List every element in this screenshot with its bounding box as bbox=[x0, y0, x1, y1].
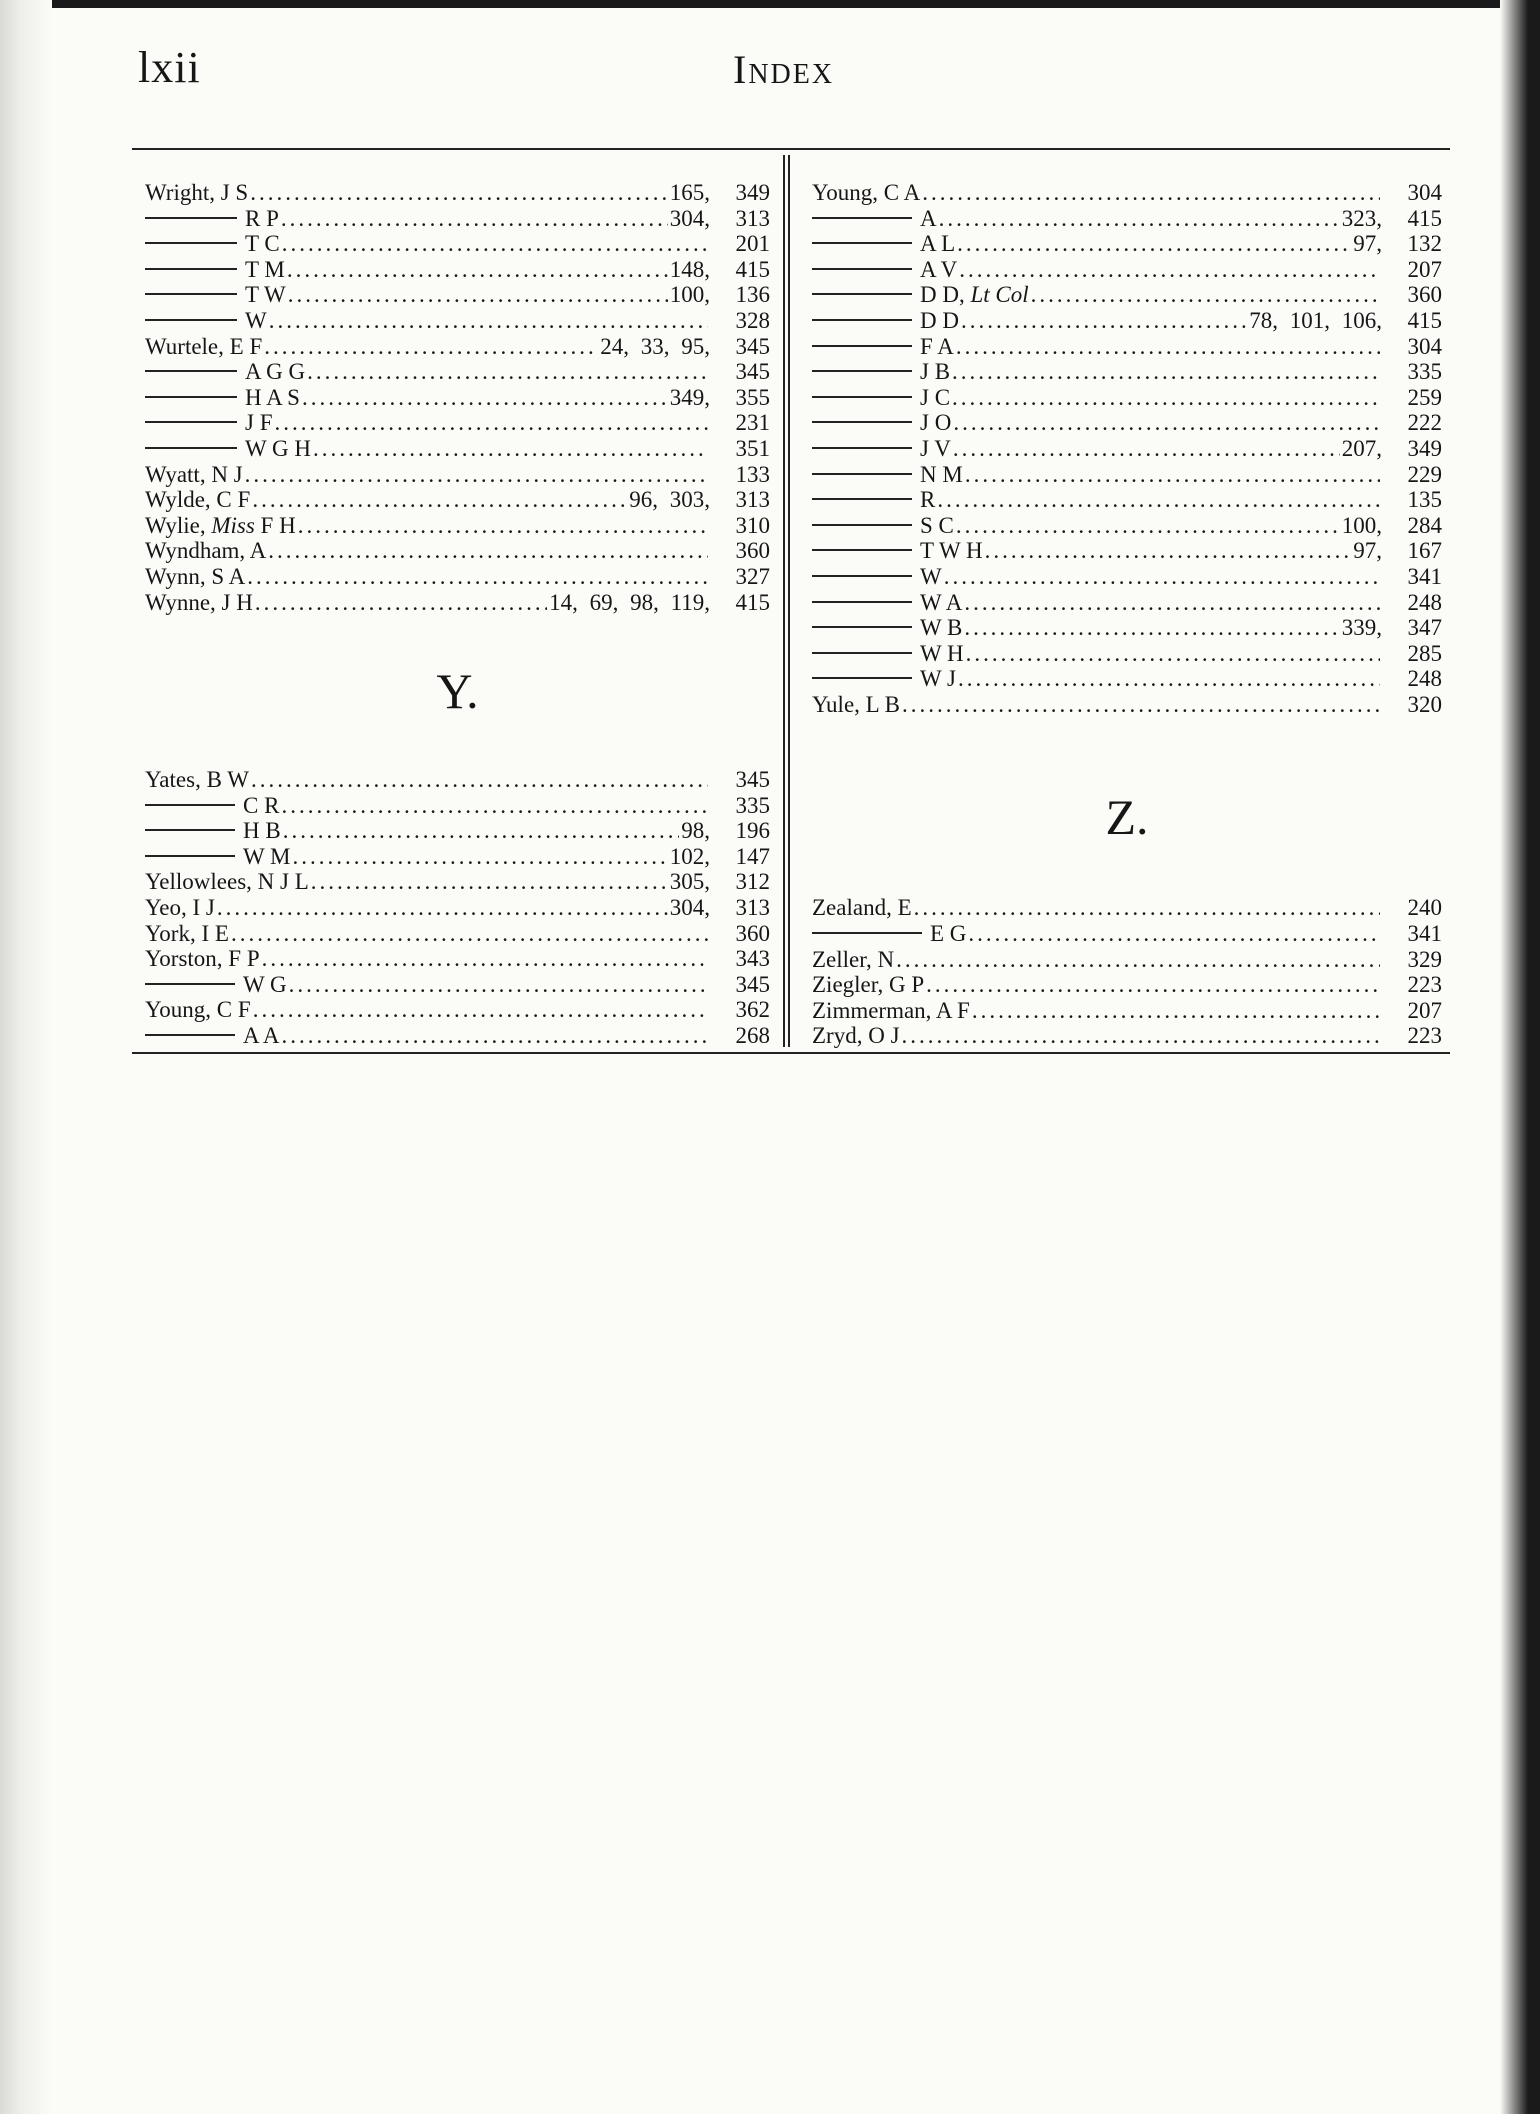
entry-name: C R bbox=[243, 792, 280, 818]
entry-name: Wynn, S A bbox=[145, 563, 246, 589]
entry-name: A L bbox=[920, 231, 956, 257]
entry-references: 207, bbox=[1341, 435, 1382, 461]
entry-name: Ziegler, G P bbox=[812, 972, 925, 998]
column-divider bbox=[783, 155, 790, 1047]
entry-page: 355 bbox=[735, 384, 770, 410]
leader-dots bbox=[245, 462, 708, 488]
ditto-dash bbox=[812, 319, 912, 321]
index-entry bbox=[145, 206, 770, 232]
entry-name: Wyatt, N J bbox=[145, 461, 243, 487]
leader-dots bbox=[914, 895, 1380, 921]
leader-dots bbox=[302, 385, 668, 411]
entry-references: 102, bbox=[669, 843, 710, 869]
index-entry bbox=[145, 180, 770, 206]
left-column bbox=[145, 180, 770, 1049]
entry-page: 231 bbox=[735, 410, 770, 436]
leader-dots bbox=[275, 410, 709, 436]
index-entry bbox=[145, 385, 770, 411]
index-entry bbox=[812, 590, 1442, 616]
index-entry bbox=[812, 257, 1442, 283]
index-entry bbox=[145, 590, 770, 616]
entry-name: T C bbox=[245, 231, 280, 257]
leader-dots bbox=[944, 564, 1380, 590]
leader-dots bbox=[961, 308, 1247, 334]
leader-dots bbox=[262, 946, 708, 972]
entry-references: 14, 69, 98, 119, bbox=[549, 589, 710, 615]
index-entry bbox=[145, 334, 770, 360]
leader-dots bbox=[311, 869, 668, 895]
entry-page: 304 bbox=[1407, 333, 1442, 359]
index-group-y bbox=[145, 767, 770, 1049]
index-entry bbox=[812, 538, 1442, 564]
entry-page: 345 bbox=[735, 971, 770, 997]
right-column bbox=[812, 180, 1442, 1049]
leader-dots bbox=[217, 895, 668, 921]
entry-page: 415 bbox=[735, 589, 770, 615]
entry-references: 305, bbox=[669, 869, 710, 895]
entry-name: W bbox=[245, 307, 267, 333]
index-entry bbox=[812, 513, 1442, 539]
entry-name: J B bbox=[920, 359, 951, 385]
leader-dots bbox=[952, 359, 1380, 385]
leader-dots bbox=[966, 641, 1380, 667]
leader-dots bbox=[288, 282, 668, 308]
entry-page: 341 bbox=[1407, 921, 1442, 947]
index-entry bbox=[812, 334, 1442, 360]
leader-dots bbox=[255, 590, 547, 616]
index-entry bbox=[145, 946, 770, 972]
entry-references: 304, bbox=[669, 205, 710, 231]
entry-references: 165, bbox=[669, 180, 710, 205]
entry-references: 100, bbox=[1341, 512, 1382, 538]
entry-name: A V bbox=[920, 256, 958, 282]
entry-page: 313 bbox=[735, 205, 770, 231]
ditto-dash bbox=[812, 268, 912, 270]
section-heading-y: Y. bbox=[436, 663, 479, 720]
index-entry bbox=[812, 998, 1442, 1024]
top-rule bbox=[132, 148, 1450, 150]
leader-dots bbox=[281, 1023, 708, 1049]
index-group-w bbox=[145, 180, 770, 615]
entry-references: 96, 303, bbox=[629, 487, 710, 513]
entry-name: W B bbox=[920, 615, 963, 641]
index-entry bbox=[145, 308, 770, 334]
entry-page: 133 bbox=[735, 461, 770, 487]
index-entry bbox=[812, 231, 1442, 257]
ditto-dash bbox=[812, 473, 912, 475]
entry-name: Young, C F bbox=[145, 997, 251, 1023]
entry-references: 349, bbox=[669, 384, 710, 410]
index-entry bbox=[145, 513, 770, 539]
leader-dots bbox=[264, 334, 598, 360]
entry-page: 360 bbox=[735, 920, 770, 946]
leader-dots bbox=[953, 410, 1380, 436]
index-entry bbox=[812, 972, 1442, 998]
entry-name: Yule, L B bbox=[812, 691, 900, 717]
entry-name: Yeo, I J bbox=[145, 895, 215, 921]
entry-name: N M bbox=[920, 461, 963, 487]
entry-page: 345 bbox=[735, 767, 770, 793]
ditto-dash bbox=[145, 855, 235, 857]
leader-dots bbox=[298, 513, 708, 539]
entry-name: Yates, B W bbox=[145, 767, 249, 793]
index-entry bbox=[145, 538, 770, 564]
leader-dots bbox=[252, 487, 627, 513]
index-entry bbox=[145, 844, 770, 870]
entry-page: 147 bbox=[735, 843, 770, 869]
index-entry bbox=[812, 921, 1442, 947]
index-entry bbox=[812, 180, 1442, 206]
entry-name: H A S bbox=[245, 384, 300, 410]
entry-page: 335 bbox=[1407, 359, 1442, 385]
entry-page: 268 bbox=[735, 1023, 770, 1049]
leader-dots bbox=[985, 538, 1352, 564]
ditto-dash bbox=[812, 652, 912, 654]
entry-page: 240 bbox=[1407, 895, 1442, 921]
entry-page: 345 bbox=[735, 333, 770, 359]
page-edge-left bbox=[0, 0, 52, 2114]
leader-dots bbox=[281, 793, 708, 819]
index-entry bbox=[812, 615, 1442, 641]
ditto-dash bbox=[812, 421, 912, 423]
entry-name: J V bbox=[920, 435, 951, 461]
index-entry bbox=[812, 564, 1442, 590]
ditto-dash bbox=[145, 804, 235, 806]
entry-name: W A bbox=[920, 589, 963, 615]
index-group-z bbox=[812, 895, 1442, 1049]
leader-dots bbox=[952, 385, 1380, 411]
index-entry bbox=[812, 666, 1442, 692]
leader-dots bbox=[896, 947, 1380, 973]
ditto-dash bbox=[145, 319, 237, 321]
leader-dots bbox=[937, 487, 1380, 513]
index-entry bbox=[812, 436, 1442, 462]
entry-references: 78, 101, 106, bbox=[1249, 307, 1382, 333]
entry-page: 415 bbox=[1407, 307, 1442, 333]
entry-page: 259 bbox=[1407, 384, 1442, 410]
entry-name: W M bbox=[243, 843, 291, 869]
ditto-dash bbox=[145, 293, 237, 295]
entry-references: 98, bbox=[681, 818, 710, 844]
entry-page: 285 bbox=[1407, 640, 1442, 666]
entry-page: 223 bbox=[1407, 972, 1442, 998]
entry-page: 343 bbox=[735, 946, 770, 972]
index-entry bbox=[812, 282, 1442, 308]
index-entry bbox=[812, 410, 1442, 436]
entry-name: H B bbox=[243, 818, 281, 844]
ditto-dash bbox=[145, 217, 237, 219]
entry-page: 136 bbox=[735, 282, 770, 308]
entry-name: Wylie, Miss F H bbox=[145, 512, 296, 538]
entry-page: 132 bbox=[1407, 231, 1442, 257]
entry-name: F A bbox=[920, 333, 954, 359]
index-entry bbox=[812, 359, 1442, 385]
entry-page: 329 bbox=[1407, 946, 1442, 972]
entry-page: 360 bbox=[735, 538, 770, 564]
entry-references: 323, bbox=[1341, 205, 1382, 231]
entry-page: 349 bbox=[1407, 435, 1442, 461]
entry-references: 24, 33, 95, bbox=[600, 333, 710, 359]
entry-name: W G H bbox=[245, 435, 312, 461]
leader-dots bbox=[958, 666, 1380, 692]
ditto-dash bbox=[145, 829, 235, 831]
ditto-dash bbox=[812, 524, 912, 526]
section-heading-z: Z. bbox=[1105, 789, 1149, 846]
leader-dots bbox=[293, 844, 668, 870]
ditto-dash bbox=[812, 293, 912, 295]
ditto-dash bbox=[145, 370, 237, 372]
entry-name: Zealand, E bbox=[812, 895, 912, 921]
entry-name: A bbox=[920, 205, 937, 231]
entry-page: 362 bbox=[735, 997, 770, 1023]
running-head bbox=[138, 42, 1448, 102]
leader-dots bbox=[289, 972, 708, 998]
leader-dots bbox=[268, 538, 708, 564]
entry-page: 415 bbox=[1407, 205, 1442, 231]
entry-name: W bbox=[920, 563, 942, 589]
entry-name: Yellowlees, N J L bbox=[145, 869, 309, 895]
entry-references: 97, bbox=[1353, 231, 1382, 257]
ditto-dash bbox=[812, 932, 922, 934]
entry-name: R bbox=[920, 487, 936, 513]
entry-references: 100, bbox=[669, 282, 710, 308]
index-entry bbox=[145, 972, 770, 998]
entry-name: J C bbox=[920, 384, 951, 410]
entry-references: 148, bbox=[669, 256, 710, 282]
leader-dots bbox=[956, 334, 1380, 360]
entry-name: Zryd, O J bbox=[812, 1023, 900, 1049]
leader-dots bbox=[965, 462, 1380, 488]
ditto-dash bbox=[145, 242, 237, 244]
running-title: Index bbox=[733, 47, 835, 92]
entry-name: W H bbox=[920, 640, 964, 666]
leader-dots bbox=[926, 972, 1380, 998]
index-entry bbox=[145, 895, 770, 921]
leader-dots bbox=[972, 998, 1380, 1024]
entry-page: 351 bbox=[735, 435, 770, 461]
entry-name: J O bbox=[920, 410, 952, 436]
index-entry bbox=[145, 410, 770, 436]
leader-dots bbox=[283, 818, 680, 844]
index-entry bbox=[812, 487, 1442, 513]
index-entry bbox=[812, 947, 1442, 973]
leader-dots bbox=[307, 359, 708, 385]
index-entry bbox=[145, 282, 770, 308]
leader-dots bbox=[253, 997, 708, 1023]
entry-page: 229 bbox=[1407, 461, 1442, 487]
ditto-dash bbox=[812, 242, 912, 244]
entry-name: T W H bbox=[920, 538, 983, 564]
index-entry bbox=[145, 767, 770, 793]
ditto-dash bbox=[812, 345, 912, 347]
ditto-dash bbox=[812, 575, 912, 577]
index-entry bbox=[145, 818, 770, 844]
ditto-dash bbox=[812, 498, 912, 500]
entry-page: 313 bbox=[735, 895, 770, 921]
entry-page: 207 bbox=[1407, 256, 1442, 282]
entry-name: J F bbox=[245, 410, 273, 436]
index-group-young bbox=[812, 180, 1442, 717]
entry-page: 248 bbox=[1407, 589, 1442, 615]
leader-dots bbox=[922, 180, 1380, 206]
entry-page: 310 bbox=[735, 512, 770, 538]
ditto-dash bbox=[812, 370, 912, 372]
entry-name: Yorston, F P bbox=[145, 946, 260, 972]
index-entry bbox=[812, 895, 1442, 921]
leader-dots bbox=[902, 692, 1380, 718]
leader-dots bbox=[968, 921, 1380, 947]
leader-dots bbox=[313, 436, 708, 462]
leader-dots bbox=[953, 436, 1340, 462]
leader-dots bbox=[251, 767, 708, 793]
ditto-dash bbox=[812, 601, 912, 603]
ditto-dash bbox=[145, 1034, 235, 1036]
entry-name: Wylde, C F bbox=[145, 487, 251, 513]
entry-name: Young, C A bbox=[812, 180, 921, 205]
entry-page: 284 bbox=[1407, 512, 1442, 538]
ditto-dash bbox=[145, 396, 237, 398]
leader-dots bbox=[247, 564, 708, 590]
entry-page: 341 bbox=[1407, 563, 1442, 589]
entry-page: 313 bbox=[735, 487, 770, 513]
entry-page: 207 bbox=[1407, 997, 1442, 1023]
entry-name: D D bbox=[920, 307, 959, 333]
entry-name: W J bbox=[920, 666, 956, 692]
leader-dots bbox=[939, 206, 1340, 232]
leader-dots bbox=[1031, 282, 1380, 308]
entry-references: 304, bbox=[669, 895, 710, 921]
entry-page: 222 bbox=[1407, 410, 1442, 436]
index-entry bbox=[145, 436, 770, 462]
index-entry bbox=[812, 641, 1442, 667]
entry-name: Wynne, J H bbox=[145, 589, 253, 615]
entry-page: 223 bbox=[1407, 1023, 1442, 1049]
index-entry bbox=[812, 1023, 1442, 1049]
entry-name: A G G bbox=[245, 359, 306, 385]
entry-name: T M bbox=[245, 256, 285, 282]
entry-page: 345 bbox=[735, 359, 770, 385]
index-entry bbox=[145, 359, 770, 385]
entry-name: Zeller, N bbox=[812, 946, 895, 972]
index-entry bbox=[812, 462, 1442, 488]
entry-name: Wright, J S bbox=[145, 180, 249, 205]
leader-dots bbox=[282, 231, 708, 257]
index-entry bbox=[145, 1023, 770, 1049]
index-entry bbox=[145, 257, 770, 283]
page-edge-right bbox=[1500, 0, 1540, 2114]
index-entry bbox=[812, 206, 1442, 232]
entry-page: 304 bbox=[1407, 180, 1442, 205]
leader-dots bbox=[956, 513, 1340, 539]
ditto-dash bbox=[812, 447, 912, 449]
ditto-dash bbox=[145, 421, 237, 423]
entry-page: 335 bbox=[735, 792, 770, 818]
entry-page: 328 bbox=[735, 307, 770, 333]
leader-dots bbox=[959, 257, 1380, 283]
index-entry bbox=[145, 564, 770, 590]
entry-name: York, I E bbox=[145, 920, 229, 946]
ditto-dash bbox=[812, 396, 912, 398]
leader-dots bbox=[250, 180, 668, 206]
entry-page: 327 bbox=[735, 563, 770, 589]
entry-name: A A bbox=[243, 1023, 280, 1049]
leader-dots bbox=[964, 615, 1339, 641]
index-entry bbox=[812, 385, 1442, 411]
leader-dots bbox=[964, 590, 1380, 616]
entry-name: E G bbox=[930, 921, 967, 947]
entry-page: 201 bbox=[735, 231, 770, 257]
leader-dots bbox=[902, 1023, 1380, 1049]
ditto-dash bbox=[145, 268, 237, 270]
entry-references: 97, bbox=[1353, 538, 1382, 564]
leader-dots bbox=[231, 921, 708, 947]
ditto-dash bbox=[145, 983, 235, 985]
ditto-dash bbox=[145, 447, 237, 449]
index-entry bbox=[812, 692, 1442, 718]
entry-page: 248 bbox=[1407, 666, 1442, 692]
entry-page: 312 bbox=[735, 869, 770, 895]
entry-page: 135 bbox=[1407, 487, 1442, 513]
entry-name: Wyndham, A bbox=[145, 538, 267, 564]
entry-page: 320 bbox=[1407, 691, 1442, 717]
index-entry bbox=[145, 231, 770, 257]
page-edge-top bbox=[0, 0, 1540, 8]
entry-name: D D, Lt Col bbox=[920, 282, 1029, 308]
entry-name: Zimmerman, A F bbox=[812, 997, 970, 1023]
ditto-dash bbox=[812, 677, 912, 679]
bottom-rule bbox=[132, 1052, 1450, 1054]
page-number: lxii bbox=[138, 43, 201, 92]
ditto-dash bbox=[812, 549, 912, 551]
entry-references: 339, bbox=[1341, 615, 1382, 641]
entry-name: W G bbox=[243, 971, 287, 997]
leader-dots bbox=[281, 206, 668, 232]
entry-name: R P bbox=[245, 205, 279, 231]
index-entry bbox=[145, 997, 770, 1023]
leader-dots bbox=[957, 231, 1351, 257]
index-entry bbox=[145, 921, 770, 947]
index-entry bbox=[145, 462, 770, 488]
index-entry bbox=[145, 869, 770, 895]
entry-page: 347 bbox=[1407, 615, 1442, 641]
index-entry bbox=[145, 487, 770, 513]
entry-page: 167 bbox=[1407, 538, 1442, 564]
leader-dots bbox=[287, 257, 668, 283]
entry-page: 415 bbox=[735, 256, 770, 282]
ditto-dash bbox=[812, 626, 912, 628]
index-entry bbox=[812, 308, 1442, 334]
entry-page: 196 bbox=[735, 818, 770, 844]
index-entry bbox=[145, 793, 770, 819]
entry-name: T W bbox=[245, 282, 286, 308]
entry-page: 360 bbox=[1407, 282, 1442, 308]
entry-page: 349 bbox=[735, 180, 770, 205]
entry-name: Wurtele, E F bbox=[145, 333, 263, 359]
ditto-dash bbox=[812, 217, 912, 219]
entry-name: S C bbox=[920, 512, 954, 538]
leader-dots bbox=[269, 308, 708, 334]
